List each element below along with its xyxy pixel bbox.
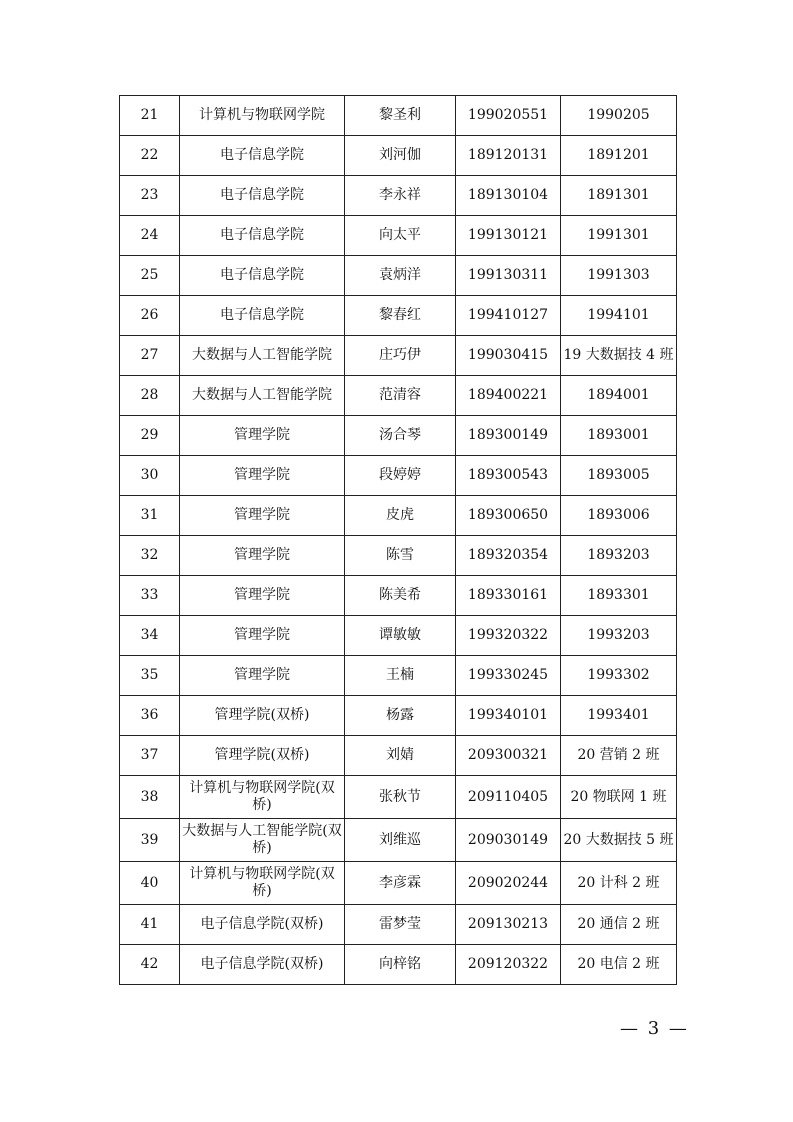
cell-id: 209120322	[456, 945, 561, 985]
cell-college: 电子信息学院	[180, 216, 345, 256]
cell-id: 189120131	[456, 136, 561, 176]
cell-name: 向梓铭	[345, 945, 456, 985]
table-row	[120, 862, 677, 905]
cell-college: 管理学院(双桥)	[180, 736, 345, 776]
table-row	[120, 496, 677, 536]
cell-name: 皮虎	[345, 496, 456, 536]
table-row	[120, 216, 677, 256]
cell-no: 41	[120, 905, 180, 945]
cell-name: 陈雪	[345, 536, 456, 576]
cell-college: 计算机与物联网学院	[180, 96, 345, 136]
cell-class: 1991303	[561, 256, 677, 296]
cell-college: 大数据与人工智能学院	[180, 376, 345, 416]
table-row	[120, 945, 677, 985]
cell-college: 电子信息学院(双桥)	[180, 945, 345, 985]
cell-name: 刘维巡	[345, 819, 456, 862]
table-row	[120, 776, 677, 819]
cell-id: 189300543	[456, 456, 561, 496]
cell-college: 计算机与物联网学院(双桥)	[180, 862, 345, 905]
cell-college: 管理学院	[180, 536, 345, 576]
table-row	[120, 456, 677, 496]
table-row	[120, 819, 677, 862]
cell-name: 刘河伽	[345, 136, 456, 176]
table-row	[120, 256, 677, 296]
cell-no: 38	[120, 776, 180, 819]
cell-no: 28	[120, 376, 180, 416]
cell-college: 管理学院	[180, 656, 345, 696]
cell-name: 张秋节	[345, 776, 456, 819]
cell-college: 管理学院	[180, 496, 345, 536]
cell-college: 大数据与人工智能学院(双桥)	[180, 819, 345, 862]
cell-name: 向太平	[345, 216, 456, 256]
table-row	[120, 296, 677, 336]
cell-college: 大数据与人工智能学院	[180, 336, 345, 376]
cell-class: 1993203	[561, 616, 677, 656]
cell-no: 39	[120, 819, 180, 862]
cell-no: 29	[120, 416, 180, 456]
table-row	[120, 176, 677, 216]
table-row	[120, 656, 677, 696]
cell-id: 199130121	[456, 216, 561, 256]
cell-no: 40	[120, 862, 180, 905]
cell-name: 雷梦莹	[345, 905, 456, 945]
table-row	[120, 616, 677, 656]
cell-name: 庄巧伊	[345, 336, 456, 376]
cell-class: 1893005	[561, 456, 677, 496]
table-row	[120, 905, 677, 945]
cell-class: 1990205	[561, 96, 677, 136]
cell-no: 32	[120, 536, 180, 576]
cell-id: 199030415	[456, 336, 561, 376]
cell-name: 段婷婷	[345, 456, 456, 496]
cell-no: 23	[120, 176, 180, 216]
cell-id: 189300149	[456, 416, 561, 456]
cell-no: 31	[120, 496, 180, 536]
cell-name: 黎圣利	[345, 96, 456, 136]
cell-name: 范清容	[345, 376, 456, 416]
table-row	[120, 536, 677, 576]
table-body	[120, 96, 677, 985]
cell-class: 1994101	[561, 296, 677, 336]
cell-class: 1991301	[561, 216, 677, 256]
cell-id: 209130213	[456, 905, 561, 945]
cell-name: 李永祥	[345, 176, 456, 216]
table-row	[120, 336, 677, 376]
cell-id: 199130311	[456, 256, 561, 296]
cell-id: 199330245	[456, 656, 561, 696]
cell-class: 1891201	[561, 136, 677, 176]
cell-no: 27	[120, 336, 180, 376]
cell-college: 电子信息学院	[180, 176, 345, 216]
cell-no: 33	[120, 576, 180, 616]
cell-id: 189330161	[456, 576, 561, 616]
table-row	[120, 96, 677, 136]
cell-class: 1894001	[561, 376, 677, 416]
cell-class: 20 大数据技 5 班	[561, 819, 677, 862]
cell-class: 19 大数据技 4 班	[561, 336, 677, 376]
table-row	[120, 376, 677, 416]
cell-class: 20 计科 2 班	[561, 862, 677, 905]
cell-no: 35	[120, 656, 180, 696]
cell-no: 22	[120, 136, 180, 176]
table-row	[120, 736, 677, 776]
cell-id: 209030149	[456, 819, 561, 862]
table-row	[120, 416, 677, 456]
table-row	[120, 576, 677, 616]
cell-class: 1993302	[561, 656, 677, 696]
cell-college: 电子信息学院	[180, 136, 345, 176]
cell-id: 189320354	[456, 536, 561, 576]
student-table	[119, 95, 677, 985]
cell-class: 1893006	[561, 496, 677, 536]
cell-class: 1893301	[561, 576, 677, 616]
cell-college: 电子信息学院	[180, 296, 345, 336]
cell-name: 谭敏敏	[345, 616, 456, 656]
cell-class: 20 营销 2 班	[561, 736, 677, 776]
cell-name: 袁炳洋	[345, 256, 456, 296]
cell-name: 黎春红	[345, 296, 456, 336]
cell-no: 25	[120, 256, 180, 296]
cell-name: 刘婧	[345, 736, 456, 776]
cell-no: 37	[120, 736, 180, 776]
cell-no: 34	[120, 616, 180, 656]
cell-class: 20 通信 2 班	[561, 905, 677, 945]
cell-college: 管理学院	[180, 456, 345, 496]
cell-id: 199020551	[456, 96, 561, 136]
cell-name: 杨露	[345, 696, 456, 736]
cell-id: 209110405	[456, 776, 561, 819]
cell-no: 36	[120, 696, 180, 736]
cell-name: 王楠	[345, 656, 456, 696]
cell-class: 1893203	[561, 536, 677, 576]
cell-id: 209020244	[456, 862, 561, 905]
cell-no: 26	[120, 296, 180, 336]
cell-no: 24	[120, 216, 180, 256]
cell-name: 陈美希	[345, 576, 456, 616]
page-number: — 3 —	[620, 1018, 689, 1039]
table-row	[120, 136, 677, 176]
cell-college: 管理学院	[180, 576, 345, 616]
cell-college: 计算机与物联网学院(双桥)	[180, 776, 345, 819]
cell-college: 电子信息学院	[180, 256, 345, 296]
cell-class: 20 物联网 1 班	[561, 776, 677, 819]
cell-id: 189130104	[456, 176, 561, 216]
cell-id: 209300321	[456, 736, 561, 776]
cell-name: 李彦霖	[345, 862, 456, 905]
cell-class: 1993401	[561, 696, 677, 736]
cell-no: 21	[120, 96, 180, 136]
cell-college: 管理学院	[180, 616, 345, 656]
table-row	[120, 696, 677, 736]
cell-no: 42	[120, 945, 180, 985]
cell-name: 汤合琴	[345, 416, 456, 456]
cell-id: 199340101	[456, 696, 561, 736]
cell-class: 1893001	[561, 416, 677, 456]
cell-id: 199410127	[456, 296, 561, 336]
cell-college: 电子信息学院(双桥)	[180, 905, 345, 945]
cell-no: 30	[120, 456, 180, 496]
cell-id: 189400221	[456, 376, 561, 416]
cell-class: 1891301	[561, 176, 677, 216]
cell-class: 20 电信 2 班	[561, 945, 677, 985]
cell-college: 管理学院(双桥)	[180, 696, 345, 736]
cell-id: 199320322	[456, 616, 561, 656]
cell-id: 189300650	[456, 496, 561, 536]
cell-college: 管理学院	[180, 416, 345, 456]
